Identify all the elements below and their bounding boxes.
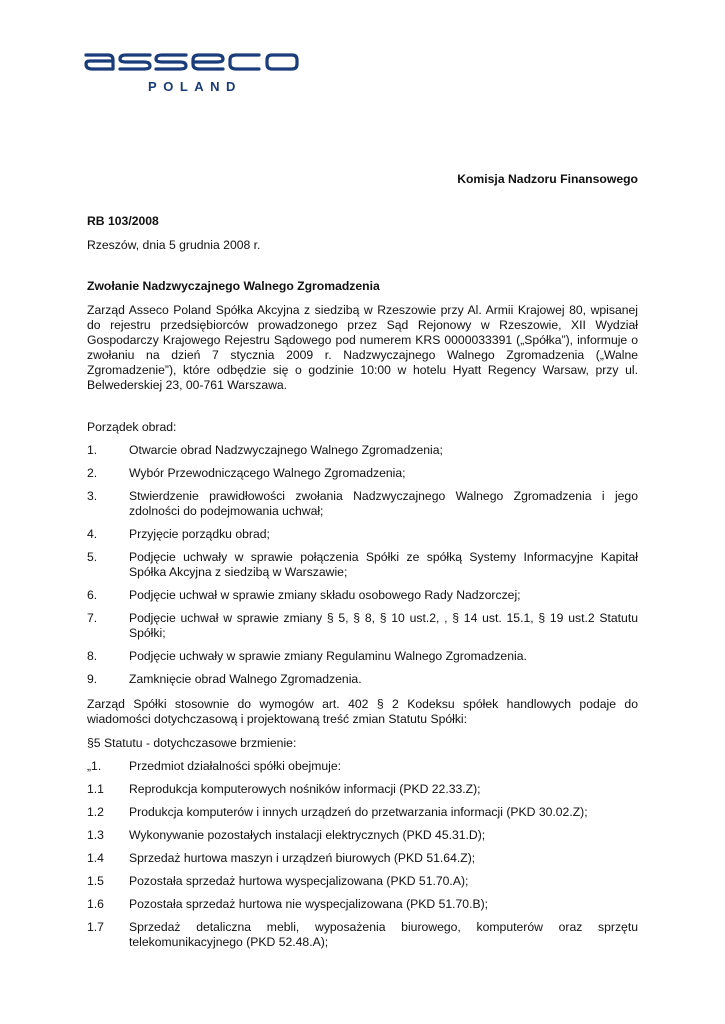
list-item xyxy=(87,759,638,774)
list-item xyxy=(87,527,638,542)
list-text: Sprzedaż detaliczna mebli, wyposażenia biurowego, komputerów oraz sprzętu telekomunikacyjnego (PKD 52.48.A); xyxy=(129,920,638,949)
list-number: 3. xyxy=(87,489,98,503)
list-text: Stwierdzenie prawidłowości zwołania Nadzwyczajnego Walnego Zgromadzenia i jego zdolności do podejmowania uchwał; xyxy=(129,489,638,518)
list-text: Sprzedaż hurtowa maszyn i urządzeń biurowych (PKD 51.64.Z); xyxy=(129,851,476,865)
intro-paragraph: Zarząd Asseco Poland Spółka Akcyjna z siedzibą w Rzeszowie przy Al. Armii Krajowej 80, wpisanej do rejestru przedsiębiorców prowadzonego przez Sąd Rejonowy w Rzeszowie, XII Wydział Gospodarczy Krajowego Rejestru Sądowego pod numerem KRS 0000033391 („Spółka”), informuje o zwołaniu na dzień 7 stycznia 2009 r. Nadzwyczajnego Walnego Zgromadzenia („Walne Zgromadzenie”), które odbędzie się o godzinie 10:00 w hotelu Hyatt Regency Warsaw, przy ul. Belwederskiej 23, 00-761 Warszawa. xyxy=(87,303,638,392)
list-item xyxy=(87,443,638,458)
list-item xyxy=(87,611,638,641)
list-item xyxy=(87,672,638,687)
list-item xyxy=(87,874,638,889)
list-text: Podjęcie uchwał w sprawie zmiany § 5, § 8, § 10 ust.2, , § 14 ust. 15.1, § 19 ust.2 Statutu Spółki; xyxy=(129,611,638,640)
list-number: 5. xyxy=(87,550,98,564)
recipient: Komisja Nadzoru Finansowego xyxy=(457,172,638,186)
list-item xyxy=(87,920,638,950)
agenda-list xyxy=(87,443,638,687)
list-number: 1.7 xyxy=(87,920,104,934)
list-text: Podjęcie uchwały w sprawie zmiany Regulaminu Walnego Zgromadzenia. xyxy=(129,649,527,663)
statute-label: §5 Statutu - dotychczasowe brzmienie: xyxy=(87,736,297,750)
company-logo xyxy=(82,48,302,98)
list-number: 1.1 xyxy=(87,782,104,796)
list-text: Przedmiot działalności spółki obejmuje: xyxy=(129,759,342,773)
list-number: 1.2 xyxy=(87,805,104,819)
list-number: 1.6 xyxy=(87,897,104,911)
list-item xyxy=(87,782,638,797)
list-text: Reprodukcja komputerowych nośników informacji (PKD 22.33.Z); xyxy=(129,782,481,796)
list-text: Przyjęcie porządku obrad; xyxy=(129,527,270,541)
list-text: Wykonywanie pozostałych instalacji elektrycznych (PKD 45.31.D); xyxy=(129,828,486,842)
list-item xyxy=(87,489,638,519)
document-heading: Zwołanie Nadzwyczajnego Walnego Zgromadzenia xyxy=(87,279,380,293)
list-number: 7. xyxy=(87,611,98,625)
list-item xyxy=(87,828,638,843)
list-text: Wybór Przewodniczącego Walnego Zgromadzenia; xyxy=(129,466,406,480)
list-number: „1. xyxy=(87,759,102,773)
list-number: 1.5 xyxy=(87,874,104,888)
list-text: Pozostała sprzedaż hurtowa wyspecjalizowana (PKD 51.70.A); xyxy=(129,874,469,888)
list-number: 9. xyxy=(87,672,98,686)
list-text: Otwarcie obrad Nadzwyczajnego Walnego Zgromadzenia; xyxy=(129,443,443,457)
list-number: 6. xyxy=(87,588,98,602)
list-item xyxy=(87,851,638,866)
list-text: Zamknięcie obrad Walnego Zgromadzenia. xyxy=(129,672,362,686)
document-body xyxy=(87,172,638,950)
logo-subtitle: POLAND xyxy=(148,79,242,94)
statute-intro: Zarząd Spółki stosownie do wymogów art. 402 § 2 Kodeksu spółek handlowych podaje do wiadomości dotychczasową i projektowaną treść zmian Statutu Spółki: xyxy=(87,697,638,726)
list-number: 1.3 xyxy=(87,828,104,842)
list-item xyxy=(87,588,638,603)
list-text: Podjęcie uchwał w sprawie zmiany składu osobowego Rady Nadzorczej; xyxy=(129,588,521,602)
list-number: 4. xyxy=(87,527,98,541)
list-item xyxy=(87,550,638,580)
place-date: Rzeszów, dnia 5 grudnia 2008 r. xyxy=(87,238,261,252)
list-number: 1.4 xyxy=(87,851,104,865)
list-number: 8. xyxy=(87,649,98,663)
list-item xyxy=(87,897,638,912)
asseco-wordmark-icon xyxy=(82,48,300,74)
list-text: Pozostała sprzedaż hurtowa nie wyspecjalizowana (PKD 51.70.B); xyxy=(129,897,489,911)
statute-list xyxy=(87,759,638,950)
agenda-label: Porządek obrad: xyxy=(87,420,177,434)
list-item xyxy=(87,805,638,820)
list-item xyxy=(87,649,638,664)
list-text: Produkcja komputerów i innych urządzeń do przetwarzania informacji (PKD 30.02.Z); xyxy=(129,805,588,819)
list-number: 1. xyxy=(87,443,98,457)
report-number: RB 103/2008 xyxy=(87,214,159,228)
list-item xyxy=(87,466,638,481)
list-text: Podjęcie uchwały w sprawie połączenia Spółki ze spółką Systemy Informacyjne Kapitał Spółka Akcyjna z siedzibą w Warszawie; xyxy=(129,550,638,579)
list-number: 2. xyxy=(87,466,98,480)
